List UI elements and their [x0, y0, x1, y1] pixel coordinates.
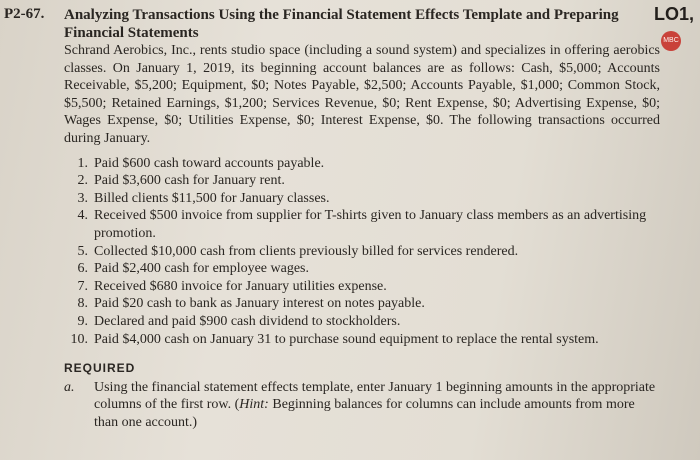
transaction-number: 7. — [77, 278, 88, 294]
transaction-text: Paid $2,400 cash for employee wages. — [94, 261, 309, 277]
transaction-item — [64, 313, 660, 331]
transaction-item — [64, 260, 660, 278]
required-text-after: Beginning balances for columns can include amounts from more than one account.) — [94, 397, 635, 430]
required-letter: a. — [64, 379, 75, 395]
transaction-text: Paid $4,000 cash on January 31 to purchase sound equipment to replace the rental system. — [94, 331, 599, 347]
transaction-item — [64, 190, 660, 208]
transaction-text: Declared and paid $900 cash dividend to stockholders. — [94, 313, 401, 329]
transaction-number: 2. — [77, 173, 88, 189]
transaction-number: 1. — [77, 155, 88, 171]
transaction-text: Collected $10,000 cash from clients previously billed for services rendered. — [94, 243, 519, 259]
transaction-number: 9. — [77, 313, 88, 329]
required-heading: REQUIRED — [64, 361, 136, 376]
transaction-text: Received $680 invoice for January utilities expense. — [94, 278, 387, 294]
transaction-number: 5. — [77, 243, 88, 259]
transaction-item — [64, 172, 660, 190]
required-item — [64, 379, 660, 432]
transaction-text: Billed clients $11,500 for January classes. — [94, 190, 330, 206]
problem-title: Analyzing Transactions Using the Financial Statement Effects Template and Preparing Financial Statements — [64, 7, 619, 41]
problem-number: P2-67. — [4, 6, 45, 22]
transaction-text: Paid $600 cash toward accounts payable. — [94, 155, 325, 171]
mbc-badge-icon: MBC — [661, 31, 681, 51]
transaction-item — [64, 155, 660, 173]
transaction-number: 6. — [77, 261, 88, 277]
transaction-item — [64, 207, 660, 242]
transaction-item — [64, 295, 660, 313]
transaction-item — [64, 243, 660, 261]
transaction-item — [64, 331, 660, 349]
transaction-text: Received $500 invoice from supplier for T-shirts given to January class members as an advertising promotion. — [94, 208, 647, 241]
transaction-number: 10. — [70, 331, 88, 347]
transaction-number: 8. — [77, 296, 88, 312]
required-text-before: Using the financial statement effects template, enter January 1 beginning amounts in the appropriate columns of the first row. ( — [94, 379, 656, 413]
transaction-number: 3. — [77, 190, 88, 206]
transaction-number: 4. — [77, 208, 88, 224]
required-hint-label: Hint: — [239, 397, 269, 413]
transaction-text: Paid $20 cash to bank as January interest on notes payable. — [94, 296, 425, 312]
problem-intro: Schrand Aerobics, Inc., rents studio space (including a sound system) and specializes in offering aerobics classes. On January 1, 2019, its beginning account balances are as follows: Cash, $5,000; Accounts Receivable, $5,200; Equipment, $0; Notes Payable, $2,500; Accounts Payable, $1,000; Common Stock, $5,500; Retained Earnings, $1,200; Services Revenue, $0; Rent Expense, $0; Advertising Expense, $0; Wages Expense, $0; Utilities Expense, $0; Interest Expense, $0. The following transactions occurred during January. — [64, 43, 660, 146]
learning-objective-tag: LO1, — [653, 4, 694, 24]
transaction-text: Paid $3,600 cash for January rent. — [94, 173, 285, 189]
transaction-item — [64, 278, 660, 296]
transaction-list — [64, 155, 660, 349]
problem-body — [64, 6, 660, 431]
